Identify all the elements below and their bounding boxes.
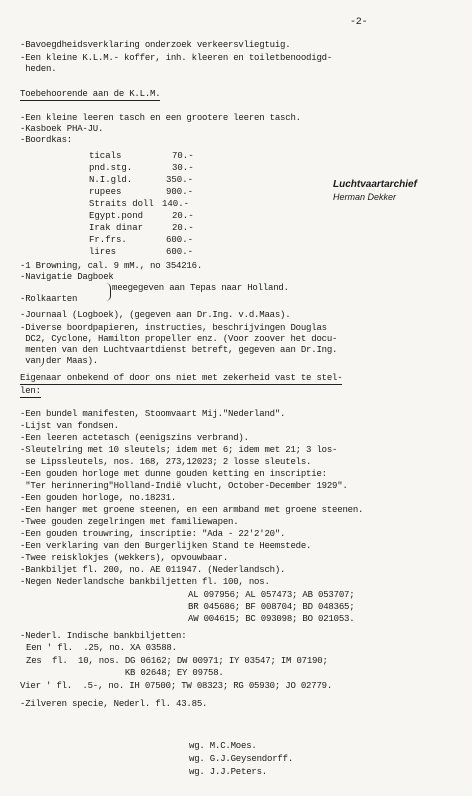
cash-label: Irak dinar [89, 223, 144, 233]
text-line: -Twee reisklokjes (wekkers), opvouwbaar. [20, 553, 229, 563]
klm-heading-text: Toebehoorende aan de K.L.M. [20, 89, 161, 99]
cash-value: 900.- [166, 187, 194, 197]
text-line: -Navigatie Dagboek [20, 272, 114, 282]
text-line: -Diverse boordpapieren, instructies, beschrijvingen Douglas [20, 323, 327, 333]
text-line: -Boordkas: [20, 135, 73, 145]
cash-label: Straits doll [89, 199, 154, 209]
klm-heading [20, 89, 160, 100]
owner-heading [20, 386, 41, 397]
text-line: -Een kleine K.L.M.- koffer, inh. kleeren en toiletbenoodigd- [20, 53, 333, 63]
text-line: -Een verklaring van den Burgerlijken Stand te Heemstede. [20, 541, 312, 551]
cash-value: 30.- [172, 163, 194, 173]
signature-line: wg. M.C.Moes. [189, 741, 257, 751]
banknote-row: Zes fl. 10, nos. DG 06162; DW 00971; IY 03547; IM 07190; [26, 656, 328, 666]
text-line: -Een hanger met groene steenen, en een armband met groene steenen. [20, 505, 364, 515]
text-line: -Zilveren specie, Nederl. fl. 43.85. [20, 699, 208, 709]
text-line: -Kasboek PHA-JU. [20, 124, 104, 134]
text-line: -Een leeren actetasch (eenigszins verbrand). [20, 433, 249, 443]
signature-line: wg. G.J.Geysendorff. [189, 754, 294, 764]
text-line: -1 Browning, cal. 9 mM., no 354216. [20, 261, 203, 271]
cash-value: 600.- [166, 235, 194, 245]
cash-value: 600.- [166, 247, 194, 257]
text-line: menten van den Luchtvaartdienst betreft, gegeven aan Dr.Ing. [20, 345, 338, 355]
text-line: -Sleutelring met 10 sleutels; idem met 6; idem met 21; 3 los- [20, 445, 338, 455]
cash-value: 70.- [172, 151, 194, 161]
cash-value: 350.- [166, 175, 194, 185]
stamp-line-2: Herman Dekker [333, 192, 397, 202]
text-line: DC2, Cyclone, Hamilton propeller enz. (Voor zoover het docu- [20, 334, 338, 344]
text-line: -Negen Nederlandsche bankbiljetten fl. 100, nos. [20, 577, 270, 587]
banknote-row: BR 045686; BF 008704; BD 048365; [188, 602, 355, 612]
text-line: se Lipssleutels, nos. 168, 273,12023; 2 losse sleutels. [20, 457, 312, 467]
stamp-line-1: Luchtvaartarchief [333, 179, 417, 190]
archive-stamp [333, 178, 445, 203]
banknote-row: KB 02648; EY 09758. [26, 668, 224, 678]
banknote-row: AW 004615; BC 093098; BO 021053. [188, 614, 355, 624]
banknote-row: AL 097956; AL 057473; AB 053707; [188, 590, 355, 600]
cash-label: Fr.frs. [89, 235, 127, 245]
cash-value: 20.- [172, 211, 194, 221]
cash-label: ticals [89, 151, 122, 161]
banknote-row: Vier ' fl. .5-, no. IH 07500; TW 08323; RG 05930; JO 02779. [20, 681, 333, 691]
text-line: -Een kleine leeren tasch en een grootere leeren tasch. [20, 113, 301, 123]
text-line: -Een gouden trouwring, inscriptie: "Ada - 22'2'20". [20, 529, 286, 539]
text-line: -Bankbiljet fl. 200, no. AE 011947. (Nederlandsch). [20, 565, 286, 575]
text-line: -Een gouden horloge, no.18231. [20, 493, 177, 503]
page-number: -2- [350, 17, 368, 28]
text-line: meegegeven aan Tepas naar Holland. [112, 283, 289, 293]
owner-heading-text: Eigenaar onbekend of door ons niet met zekerheid vast te stel- [20, 373, 343, 383]
text-line: "Ter herinnering"Holland-Indië vlucht, October-December 1929". [20, 481, 348, 491]
cash-label: Egypt.pond [89, 211, 144, 221]
cash-value: 140.- [162, 199, 190, 209]
text-line: -Nederl. Indische bankbiljetten: [20, 631, 187, 641]
cash-label: pnd.stg. [89, 163, 133, 173]
owner-heading-text: len: [20, 386, 41, 396]
text-line: -Een bundel manifesten, Stoomvaart Mij."Nederland". [20, 409, 286, 419]
signature-line: wg. J.J.Peters. [189, 767, 268, 777]
text-line: -Lijst van fondsen. [20, 421, 119, 431]
text-line: -Een gouden horloge met dunne gouden ketting en inscriptie: [20, 469, 327, 479]
cash-label: rupees [89, 187, 122, 197]
text-line: -Rolkaarten [20, 294, 78, 304]
brace-mark [106, 283, 111, 301]
text-line: van der Maas). [20, 356, 99, 366]
cash-value: 20.- [172, 223, 194, 233]
text-line: -Bavoegdheidsverklaring onderzoek verkeersvliegtuig. [20, 40, 291, 50]
cash-label: lires [89, 247, 117, 257]
cash-label: N.I.gld. [89, 175, 133, 185]
text-line: -Twee gouden zegelringen met familiewapen. [20, 517, 239, 527]
owner-heading [20, 373, 342, 384]
banknote-row: Een ' fl. .25, no. XA 03588. [26, 643, 177, 653]
text-line: -Journaal (Logboek), (gegeven aan Dr.Ing. v.d.Maas). [20, 310, 291, 320]
text-line: heden. [20, 64, 57, 74]
